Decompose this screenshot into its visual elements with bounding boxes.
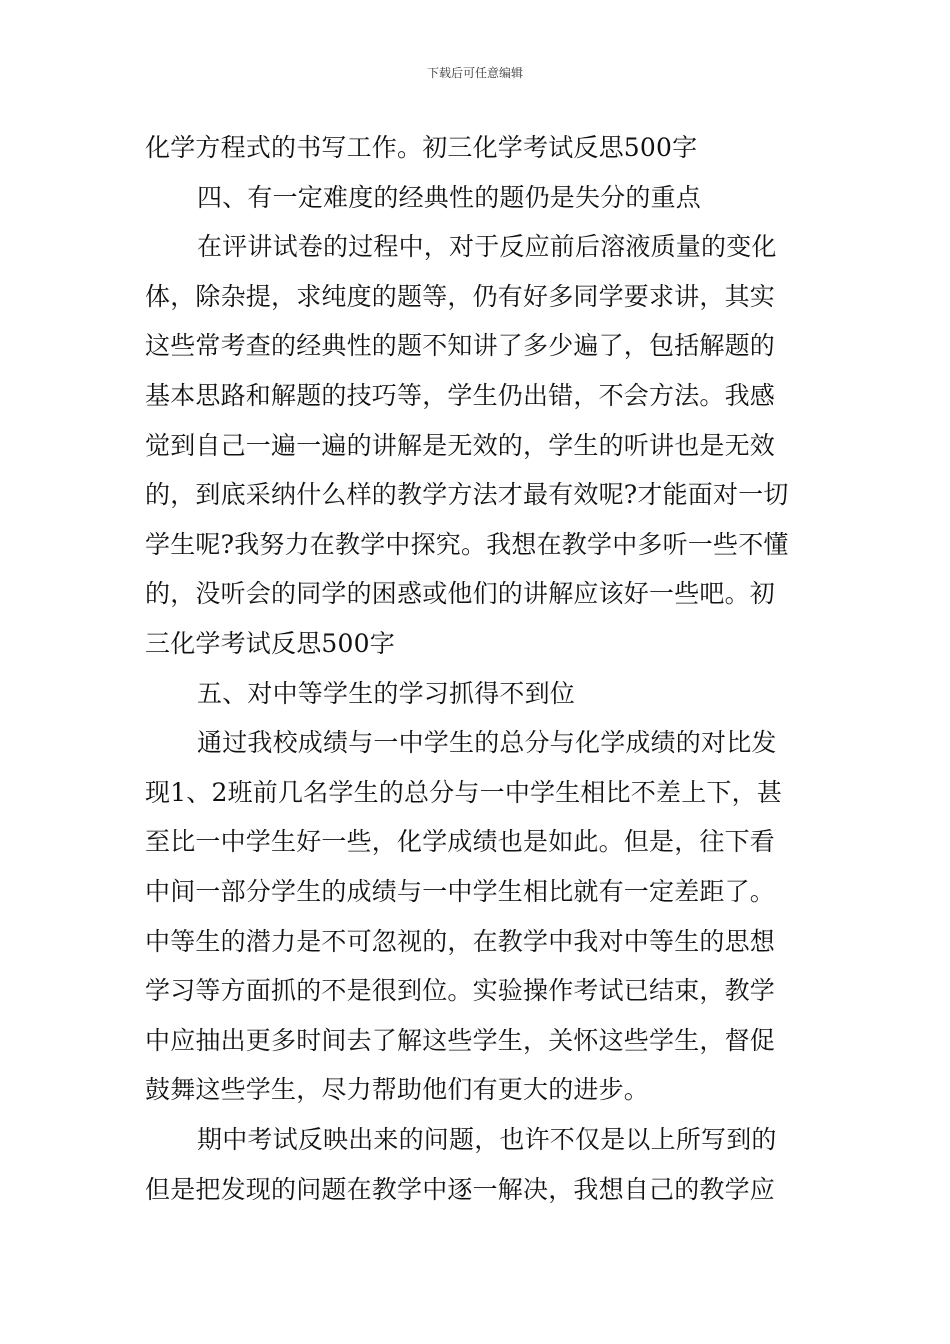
text-line: 的，没听会的同学的困惑或他们的讲解应该好一些吧。初 <box>145 579 776 609</box>
paragraph-start-line: 五、对中等学生的学习抓得不到位 <box>197 678 576 708</box>
paragraph-start-line: 在评讲试卷的过程中，对于反应前后溶液质量的变化 <box>197 232 777 262</box>
text-line: 学生呢?我努力在教学中探究。我想在教学中多听一些不懂 <box>145 529 789 559</box>
text-line: 化学方程式的书写工作。初三化学考试反思500字 <box>145 133 698 162</box>
paragraph-start-line: 期中考试反映出来的问题，也许不仅是以上所写到的 <box>197 1125 777 1154</box>
text-line: 鼓舞这些学生，尽力帮助他们有更大的进步。 <box>145 1075 650 1105</box>
paragraph-start-line: 通过我校成绩与一中学生的总分与化学成绩的对比发 <box>197 728 777 758</box>
text-line: 的，到底采纳什么样的教学方法才最有效呢?才能面对一切 <box>145 480 789 510</box>
text-line: 现1、2班前几名学生的总分与一中学生相比不差上下，甚 <box>145 777 783 807</box>
text-line: 体，除杂提，求纯度的题等，仍有好多同学要求讲，其实 <box>145 281 776 311</box>
text-line: 三化学考试反思500字 <box>145 629 395 658</box>
page-header: 下载后可任意编辑 <box>426 66 523 80</box>
text-line: 觉到自己一遍一遍的讲解是无效的，学生的听讲也是无效 <box>145 430 776 460</box>
text-line: 这些常考查的经典性的题不知讲了多少遍了，包括解题的 <box>145 331 776 361</box>
text-line: 中应抽出更多时间去了解这些学生，关怀这些学生，督促 <box>145 1025 776 1055</box>
text-line: 基本思路和解题的技巧等，学生仍出错，不会方法。我感 <box>145 381 776 410</box>
text-line: 至比一中学生好一些，化学成绩也是如此。但是，往下看 <box>145 827 776 857</box>
text-line: 中等生的潜力是不可忽视的，在教学中我对中等生的思想 <box>145 926 776 956</box>
text-line: 中间一部分学生的成绩与一中学生相比就有一定差距了。 <box>145 877 776 906</box>
paragraph-start-line: 四、有一定难度的经典性的题仍是失分的重点 <box>197 182 702 212</box>
text-line: 但是把发现的问题在教学中逐一解决，我想自己的教学应 <box>145 1174 776 1204</box>
text-line: 学习等方面抓的不是很到位。实验操作考试已结束，教学 <box>145 976 776 1006</box>
